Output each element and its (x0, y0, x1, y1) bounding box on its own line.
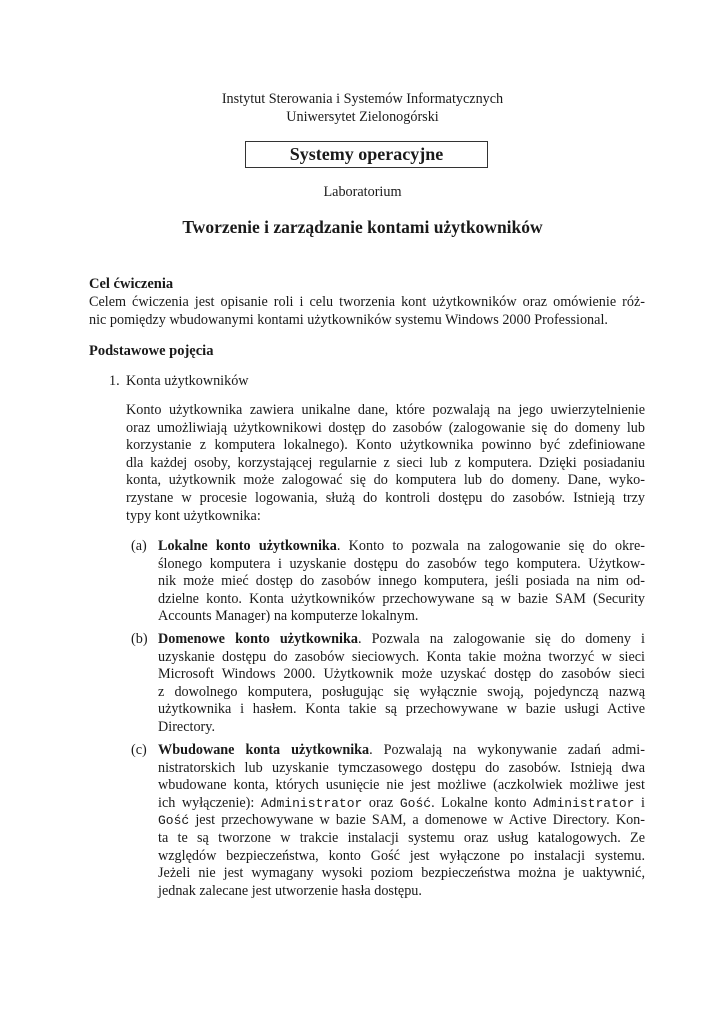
item-c-text (158, 742, 645, 900)
item-a-line-5: Accounts Manager) na komputerze lokalnym. (158, 608, 419, 625)
para-line-1: Konto użytkownika zawiera unikalne dane, które pozwalają na jego uwierzytelnienie (126, 402, 645, 418)
goal-line-1: Celem ćwiczenia jest opisanie roli i celu tworzenia kont użytkowników oraz omówienie róż- (89, 294, 645, 310)
goal-paragraph (89, 294, 645, 329)
item-a-line-3: nik może mieć dostęp do zasobów innego komputera, jeśli posiada na nim od- (158, 573, 645, 590)
item-c-label: (c) (131, 742, 147, 758)
item-c-first-rest: . Pozwalają na wykonywanie zadań admi- (369, 742, 645, 758)
item-c-line-4 (158, 795, 645, 813)
item-a-line-1 (158, 538, 645, 556)
item-a-first-rest: . Konto to pozwala na zalogowanie się do okre- (336, 538, 645, 554)
item-a-label: (a) (131, 538, 147, 554)
c-line4-mid: oraz (362, 794, 400, 811)
guest-account: Gość (399, 795, 432, 811)
course-title-box (245, 141, 488, 168)
item-1-title: Konta użytkowników (126, 373, 249, 389)
para-line-4: dla każdej osoby, korzystającej regularnie z sieci lub z komputera. Dzięki posiadaniu (126, 454, 645, 471)
item-c-line-2: nistratorskich lub uzyskanie tymczasowego dostępu do zasobów. Istnieją dwa (158, 759, 645, 776)
item-b-line-3: Microsoft Windows 2000. Użytkownik może uzyskać dostęp do zasobów sieci (158, 666, 645, 683)
item-b-text (158, 631, 645, 737)
item-b-line-6: Directory. (158, 718, 215, 735)
item-a-line-4: dzielne konto. Konta użytkowników przechowywane są w bazie SAM (Security (158, 590, 645, 607)
para-line-6: rzystane w procesie logowania, służą do kontroli dostępu do zasobów. Istnieją trzy (126, 489, 645, 506)
para-line-3: korzystanie z komputera lokalnego). Konto użytkownika powinno być zdefiniowane (126, 437, 645, 454)
item-a-term: Lokalne konto użytkownika (158, 538, 337, 554)
para-line-2: oraz umożliwiają użytkownikowi dostęp do zasobów (zalogowanie się do domeny lub (126, 419, 645, 436)
item-a-line-2: ślonego komputera i uzyskanie dostępu do zasobów tego komputera. Użytkow- (158, 555, 645, 572)
c-line4-mid2: . Lokalne konto (431, 794, 534, 811)
item-b-term: Domenowe konto użytkownika (158, 631, 358, 647)
goal-heading: Cel ćwiczenia (89, 276, 174, 292)
administrator-account-2: Administrator (533, 795, 635, 811)
c-line4-post: i (634, 794, 645, 811)
item-b-line-1 (158, 631, 645, 649)
guest-account-2: Gość (158, 813, 190, 829)
para-line-5: konta, użytkownik może zalogować się do komputera lub do domeny. Dane, wyko- (126, 472, 645, 489)
para-line-7: typy kont użytkownika: (126, 507, 261, 524)
course-title: Systemy operacyjne (289, 144, 444, 164)
item-c-line-8: Jeżeli nie jest wymagany wysoki poziom bezpieczeństwa można je uaktywnić, (158, 865, 645, 882)
item-b-label: (b) (131, 631, 148, 647)
c-line5-post: jest przechowywane w bazie SAM, a domenowe w Active Directory. Kon- (189, 812, 645, 829)
concepts-heading: Podstawowe pojęcia (89, 343, 214, 359)
goal-line-2: nic pomiędzy wbudowanymi kontami użytkowników systemu Windows 2000 Professional. (89, 311, 608, 328)
item-b-line-2: uzyskanie dostępu do zasobów sieciowych. Konta takie można tworzyć w sieci (158, 648, 645, 665)
administrator-account: Administrator (260, 795, 363, 811)
subtitle: Laboratorium (323, 184, 402, 200)
item-c-term: Wbudowane konta użytkownika (158, 742, 370, 758)
item-b-line-5: użytkownika i hasłem. Konta takie są przechowywane w bazie usługi Active (158, 701, 645, 718)
item-c-line-7: względów bezpieczeństwa, konto Gość jest wyłączone po instalacji systemu. (158, 847, 645, 864)
item-c-line-9: jednak zalecane jest utworzenie hasła dostępu. (158, 882, 422, 899)
institute-name: Instytut Sterowania i Systemów Informatycznych (221, 91, 504, 107)
item-b-line-4: z dowolnego komputera, posługując się wyłącznie swoją, pojedynczą nazwą (158, 683, 645, 700)
c-line4-pre: ich wyłączenie): (158, 794, 261, 811)
item-1-label: 1. (109, 373, 120, 389)
main-title: Tworzenie i zarządzanie kontami użytkowników (182, 217, 543, 237)
item-c-line-6: ta te są tworzone w trakcie instalacji systemu oraz usług katalogowych. Ze (158, 829, 645, 846)
item-b-first-rest: . Pozwala na zalogowanie się do domeny i (357, 631, 645, 647)
item-a-text (158, 538, 645, 626)
item-c-line-1 (158, 742, 645, 760)
item-c-line-5 (158, 812, 645, 830)
university-name: Uniwersytet Zielonogórski (286, 109, 439, 125)
item-c-line-3: wbudowane konta, których usunięcie nie jest możliwe (aczkolwiek możliwe jest (158, 777, 645, 794)
accounts-paragraph (126, 402, 645, 525)
